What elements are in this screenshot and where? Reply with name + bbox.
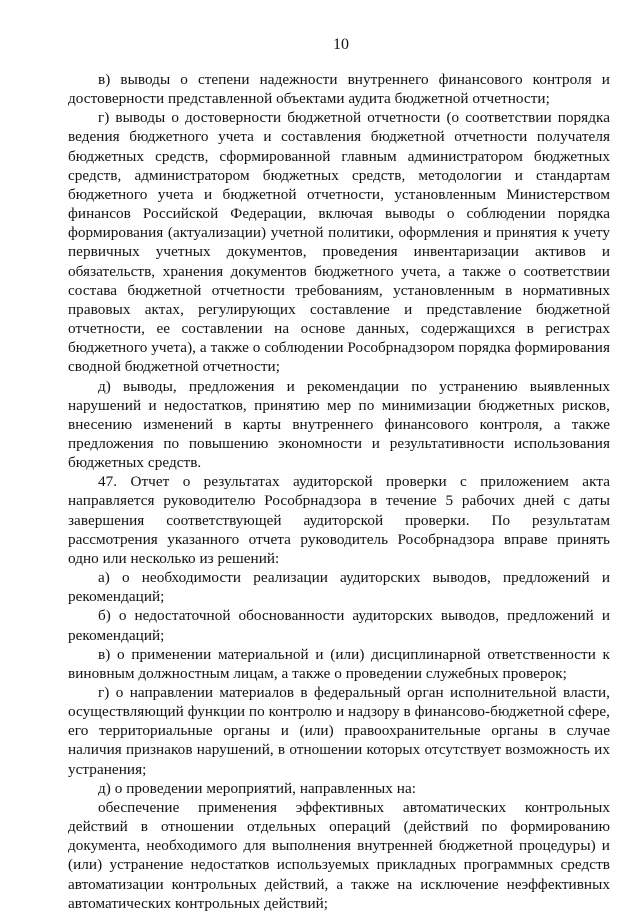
decision-d: д) о проведении мероприятий, направленных на: <box>98 779 417 797</box>
paragraph-d-recommendations: д) выводы, предложения и рекомендации по устранению выявленных нарушений и недостатков, принятию мер по минимизации бюджетных рисков, внесению изменений в карты внутреннего финансового контроля, а также предложения по повышению экономности и результативности использования бюджетных средств. <box>68 377 610 472</box>
paragraph-g-reporting-accuracy: г) выводы о достоверности бюджетной отчетности (о соответствии порядка ведения бюджетного учета и составления бюджетной отчетности получателя бюджетных средств, сформированной главным администратором бюджетных средств, администратором бюджетных средств, методологии и стандартам бюджетного учета и бюджетной отчетности, установленным Министерством финансов Российской Федерации, включая выводы о соблюдении порядка формирования (актуализации) учетной политики, оформления и принятия к учету первичных учетных документов, проведения инвентаризации активов и обязательств, хранения документов бюджетного учета, а также о соответствии состава бюджетной отчетности требованиям, установленным в нормативных правовых актах, регулирующих составление и представление бюджетной отчетности, ее составлении на основе данных, содержащихся в регистрах бюджетного учета), а также о соблюдении Рособрнадзором порядка формирования сводной бюджетной отчетности; <box>68 109 610 376</box>
paragraph-v-reliability-conclusions: в) выводы о степени надежности внутреннего финансового контроля и достоверности представленной объектами аудита бюджетной отчетности; <box>68 71 610 108</box>
page-number: 10 <box>333 36 349 53</box>
decision-a: а) о необходимости реализации аудиторских выводов, предложений и рекомендаций; <box>68 569 610 606</box>
paragraph-47-audit-report: 47. Отчет о результатах аудиторской проверки с приложением акта направляется руководителю Рособрнадзора в течение 5 рабочих дней с даты завершения соответствующей аудиторской проверки. По результатам рассмотрения указанного отчета руководитель Рособрнадзора вправе принять одно или несколько из решений: <box>68 473 610 567</box>
decision-d-measure-automatic-controls: обеспечение применения эффективных автоматических контрольных действий в отношении отдельных операций (действий по формированию документа, необходимого для выполнения внутренней бюджетной процедуры) и (или) устранение недостатков используемых прикладных программных средств автоматизации контрольных действий, а также на исключение неэффективных автоматических контрольных действий; <box>68 798 610 912</box>
decision-b: б) о недостаточной обоснованности аудиторских выводов, предложений и рекомендаций; <box>68 607 610 644</box>
decision-g: г) о направлении материалов в федеральный орган исполнительной власти, осуществляющий функции по контролю и надзору в финансово-бюджетной сфере, его территориальные органы и (или) правоохранительные органы в случае наличия признаков нарушений, в отношении которых отсутствует возможность их устранения; <box>68 684 610 778</box>
decision-v: в) о применении материальной и (или) дисциплинарной ответственности к виновным должностным лицам, а также о проведении служебных проверок; <box>68 645 610 682</box>
